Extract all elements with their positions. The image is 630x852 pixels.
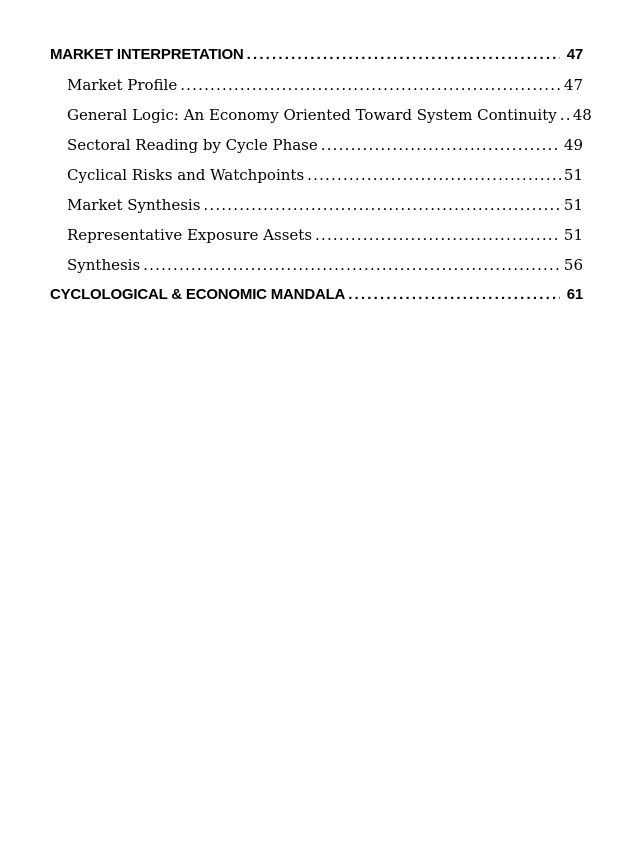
toc-entry-label: Market Synthesis [67, 196, 201, 214]
toc-leader-dots [560, 100, 570, 130]
toc-entry-page: 51 [563, 226, 583, 244]
toc-entry-page: 48 [572, 106, 592, 124]
toc-entry[interactable] [50, 160, 583, 190]
toc-leader-dots [180, 70, 561, 100]
toc-entry[interactable] [50, 100, 592, 130]
table-of-contents [50, 40, 592, 310]
toc-leader-dots [143, 250, 561, 280]
toc-entry-page: 51 [563, 196, 583, 214]
toc-entry-page: 47 [563, 76, 583, 94]
toc-entry[interactable] [50, 130, 583, 160]
toc-entry[interactable] [50, 250, 583, 280]
toc-entry-page: 61 [566, 286, 583, 303]
toc-entry-label: Market Profile [67, 76, 178, 94]
toc-entry[interactable] [50, 40, 583, 70]
toc-leader-dots [321, 130, 561, 160]
toc-entry[interactable] [50, 280, 583, 310]
toc-entry[interactable] [50, 190, 583, 220]
toc-leader-dots [247, 40, 560, 70]
toc-entry-page: 56 [563, 256, 583, 274]
toc-leader-dots [315, 220, 561, 250]
toc-entry-label: Cyclical Risks and Watchpoints [67, 166, 305, 184]
toc-entry-page: 51 [563, 166, 583, 184]
toc-entry-label: CYCLOLOGICAL & ECONOMIC MANDALA [50, 286, 346, 303]
toc-entry-label: Synthesis [67, 256, 141, 274]
toc-entry-label: General Logic: An Economy Oriented Toward System Continuity [67, 106, 557, 124]
toc-entry-label: MARKET INTERPRETATION [50, 46, 244, 63]
toc-leader-dots [203, 190, 561, 220]
toc-entry-label: Representative Exposure Assets [67, 226, 313, 244]
toc-leader-dots [307, 160, 561, 190]
toc-entry-label: Sectoral Reading by Cycle Phase [67, 136, 318, 154]
toc-leader-dots [348, 280, 560, 310]
toc-entry[interactable] [50, 70, 583, 100]
toc-entry-page: 47 [566, 46, 583, 63]
toc-entry-page: 49 [563, 136, 583, 154]
toc-entry[interactable] [50, 220, 583, 250]
